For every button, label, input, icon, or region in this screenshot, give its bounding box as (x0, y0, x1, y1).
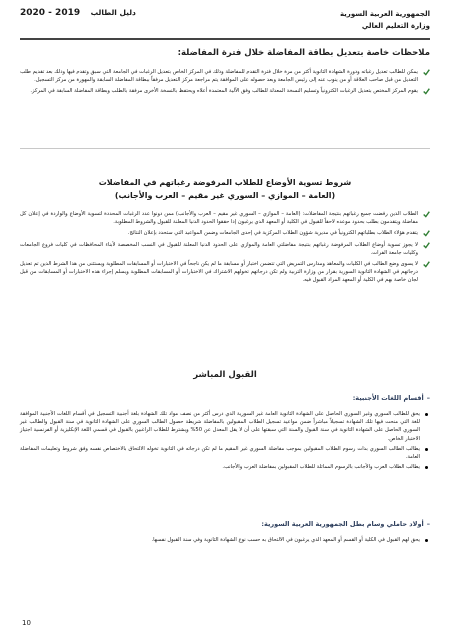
check-icon (423, 261, 430, 268)
check-icon (423, 88, 430, 95)
check-icon (423, 242, 430, 249)
section1-body (20, 68, 430, 99)
section1-paragraph (20, 68, 430, 84)
section2-paragraph-text: لا يسوى وضع الطالب في الكليات والمعاهد ومدارس التمريض التي تتضمن اختبار أو مسابقة ما لم يكن ناجحاً في الاختبارات أو المسابقات المطلوبة ويستثنى من هذا الشرط الذين تم تعديل درجاتهم في الشهادة الثانوية السورية بقرار من وزارة التربية ولم تكن درجاتهم تخولهم الاشتراك في الاختبارات أو المسابقات المطلوبة ويسلم إجراء هذه الاختبارات أو المسابقات من قبل لجان خاصة بهم في الكلية أو المعهد المراد القبول فيه. (20, 261, 418, 284)
section2-title: شروط تسوية الأوضاع للطلاب المرفوضة رغباتهم في المفاضلات (98, 178, 352, 187)
section3-sub2-heading (261, 520, 430, 528)
section2-paragraph (20, 241, 430, 257)
check-icon (423, 211, 430, 218)
sub1-heading-text: أقسام اللغات الأجنبية: (352, 394, 424, 402)
list-item-text: يحق للطالب السوري وغير السوري الحاصل على الشهادة الثانوية العامة غير السورية الذي درس أكثر من نصف مواد تلك الشهادة بلغة أجنبية التسجيل في أقسام اللغات الأجنبية الموافقة للغة التي منحت فيها تلك الشهادة تسجيلاً مباشراً ضمن مواعيد تسجيل الطلاب المقبولين بالمفاضلة شريطة حصول الطالب السوري على الشهادة الثانوية في سنة القبول والطالب غير السوري الحاصل على الشهادة الثانوية في سنة القبول والسنة التي سبقتها على أن لا يقل المعدل عن 50% ويشترط للطلاب الراغبين بالقبول في قسمي اللغة الإنكليزية أو الفرنسية اجتياز الاختبار الخاص. (20, 411, 420, 442)
header-guide: دليل الطالب (90, 8, 136, 17)
section1-paragraph (20, 87, 430, 95)
check-icon (423, 230, 430, 237)
check-icon (423, 69, 430, 76)
header-rule (20, 38, 430, 40)
page-number: 10 (22, 619, 31, 627)
bullet-icon (425, 448, 428, 451)
sub2-heading-text: أولاد حاملي وسام بطل الجمهورية العربية السورية: (261, 520, 424, 528)
page-header (20, 8, 430, 42)
section2-subtitle: (العامة – الموازي – السوري غير مقيم – العرب والأجانب) (114, 191, 336, 200)
header-guide-title (20, 8, 136, 18)
section2-paragraph-text: الطلاب الذين رفضت جميع رغباتهم بنتيجة المفاضلات: (العامة – الموازي – السوري غير مقيم – العرب والأجانب) ممن دونوا عدد الرغبات المحددة لتسوية الأوضاع والواردة في إعلان كل مفاضلة ويتقدمون بطلب بحدود موعده لاحقاً للقبول في الكلية أو المعهد الذي يرغبون إذا حققوا الحدود الدنيا المعلنة للقبول والشروط المطلوبة. (20, 211, 418, 226)
section2-paragraph (20, 229, 430, 237)
section2-heading (20, 176, 430, 202)
list-item-text: يحق لهم القبول في الكلية أو القسم أو المعهد الذي يرغبون في الالتحاق به حسب نوع الشهادة الثانوية وفي سنة القبول نفسها. (151, 537, 420, 543)
header-country: الجمهورية العربية السورية (339, 10, 430, 18)
list-item (20, 463, 430, 471)
divider (20, 148, 430, 149)
section3-sub2-body (20, 536, 430, 546)
section1-title: ملاحظات خاصة بتعديل بطاقة المفاضلة خلال فترة المفاضلة: (177, 48, 430, 58)
section1-paragraph-text: يمكن للطالب تعديل رغباته ودورة الشهادة الثانوية أكثر من مرة خلال فترة التقدم للمفاضلة وذلك في المركز الخاص بتعديل الرغبات في الجامعة التي سبق وتقدم فيها وذلك بعد تقديم طلب التعديل من قبل صاحب العلاقة أو من ينوب عنه إلى رئيس الجامعة وبعد حصوله على الموافقة يتم مراجعة مركز التعديل مرفقاً ببطاقة المفاضلة السابقة والمهورة من مركز التسجيل. (20, 69, 418, 84)
section2-paragraph (20, 210, 430, 226)
section3-title: القبول المباشر (193, 370, 257, 380)
section2-paragraph-text: لا يجوز تسوية أوضاع الطلاب المرفوضة رغباتهم بنتيجة مفاضلتي العامة والموازي على الحدود الدنيا المعلنة للقبول في النسب المخصصة لأبناء المحافظات في كليات فروع الجامعات وكليات جامعة الفرات. (20, 241, 418, 256)
dash-marker: – (426, 520, 430, 528)
list-item (20, 410, 430, 443)
bullet-icon (425, 413, 428, 416)
header-institution (340, 8, 430, 32)
section1-paragraph-text: يقوم المركز المختص بتعديل الرغبات الكترونياً وتسليم النسخة المعدلة للطالب وفق الآلية المعتمدة أعلاه ويحتفظ بالنسخة الأخرى مرفقة بالطلب وبطاقة المفاضلة السابقة في المركز. (30, 88, 418, 95)
header-ministry: وزارة التعليم العالي (361, 22, 430, 30)
section2-paragraph-text: يتقدم هؤلاء الطلاب بطلباتهم الكترونياً في مديرية شؤون الطلاب المركزية في إحدى الجامعات وضمن المواعيد التي ستحدد بإعلان النتائج. (127, 230, 418, 237)
list-item (20, 445, 430, 461)
header-years: 2020 - 2019 (20, 8, 81, 18)
list-item-text: يطالب الطالب السوري بذات رسوم الطلاب المقبولين بموجب مفاضلة السوري غير المقيم ما لم تكن درجاته في الثانوية تخوله الالتحاق بالاختصاص نفسه وفق شروط وتعليمات المفاضلة العامة. (20, 445, 420, 461)
section3-sub1-heading (353, 394, 430, 402)
list-item (20, 536, 430, 544)
section2-body (20, 210, 430, 288)
section3-sub1-body (20, 410, 430, 473)
bullet-icon (425, 466, 428, 469)
section2-paragraph (20, 260, 430, 285)
bullet-icon (425, 539, 428, 542)
dash-marker: – (426, 394, 430, 402)
list-item-text: يطالب الطلاب العرب والأجانب بالرسوم المماثلة للطلاب المقبولين بمفاضلة العرب والأجانب. (222, 464, 420, 471)
